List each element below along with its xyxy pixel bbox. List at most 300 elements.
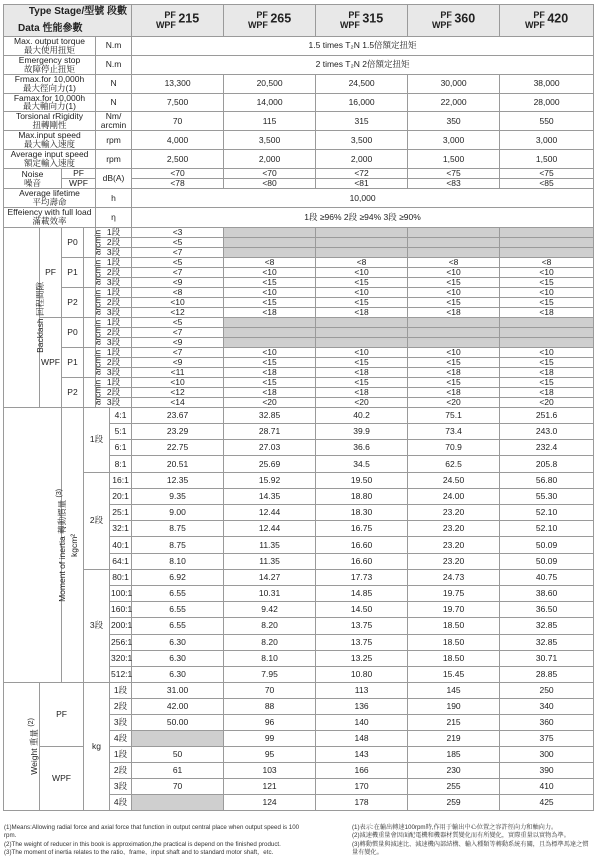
- table-row: [4, 112, 594, 131]
- inertia-stage: 2段: [84, 472, 110, 569]
- spec-unit-torsional: Nm/ arcmin: [96, 112, 132, 131]
- backlash-value: <10: [316, 287, 408, 297]
- weight-value: 70: [224, 683, 316, 699]
- weight-stage: 1段: [110, 683, 132, 699]
- backlash-value: <8: [500, 257, 594, 267]
- inertia-value: 9.42: [224, 602, 316, 618]
- backlash-stage: 1段: [96, 347, 132, 357]
- inertia-value: 205.8: [500, 456, 594, 472]
- backlash-value: <12: [132, 307, 224, 317]
- weight-value: 95: [224, 747, 316, 763]
- model-bottom: WPF: [431, 19, 452, 30]
- inertia-value: 8.75: [132, 537, 224, 553]
- inertia-value: 52.10: [500, 505, 594, 521]
- table-row: [4, 407, 594, 423]
- backlash-value: <20: [500, 397, 594, 407]
- inertia-ratio: 200:1: [110, 618, 132, 634]
- inertia-label-sup: (3): [55, 488, 64, 498]
- empty-cell: [316, 237, 408, 247]
- backlash-value: <15: [316, 297, 408, 307]
- spec-value-merged: 1.5 times T₂N 1.5倍額定扭矩: [132, 37, 594, 56]
- inertia-value: 6.92: [132, 569, 224, 585]
- inertia-label-text: [56, 488, 67, 601]
- footnote-en-2: (2)The weight of reducer in this book is approximation,the practical is depend on the finished product.: [4, 840, 281, 848]
- weight-value: 70: [132, 779, 224, 795]
- backlash-unit: [84, 377, 103, 407]
- inertia-value: 70.9: [408, 440, 500, 456]
- empty-cell: [408, 337, 500, 347]
- weight-unit: kg: [84, 683, 110, 811]
- backlash-value: <15: [316, 377, 408, 387]
- model-bottom: WPF: [155, 19, 176, 30]
- spec-label-emergency: Emergency stop 故障停止扭矩: [4, 55, 96, 74]
- model-top: PF: [348, 10, 360, 21]
- spec-value-merged: 1段 ≥96% 2段 ≥94% 3段 ≥90%: [132, 207, 594, 227]
- empty-cell: [500, 247, 594, 257]
- spec-value: 22,000: [408, 93, 500, 112]
- inertia-label-main: Moment of inertia 轉動慣量: [56, 499, 67, 602]
- noise-wpf-value: <81: [316, 179, 408, 189]
- spec-value: 16,000: [316, 93, 408, 112]
- inertia-value: 34.5: [316, 456, 408, 472]
- inertia-ratio: 512:1: [110, 666, 132, 682]
- inertia-value: 23.20: [408, 537, 500, 553]
- inertia-ratio: 8:1: [110, 456, 132, 472]
- weight-stage: 1段: [110, 747, 132, 763]
- backlash-value: <15: [408, 277, 500, 287]
- spec-value: 20,500: [224, 74, 316, 93]
- backlash-value: <8: [316, 257, 408, 267]
- weight-label-sup: (2): [26, 718, 35, 727]
- inertia-value: 9.35: [132, 488, 224, 504]
- inertia-ratio: 4:1: [110, 407, 132, 423]
- inertia-value: 12.44: [224, 521, 316, 537]
- footnote-en-1: (1)Means:Allowing radial force and axial force that function in output central place when output speed is 100 rpm.: [4, 824, 300, 840]
- inertia-value: 18.50: [408, 634, 500, 650]
- empty-cell: [316, 327, 408, 337]
- backlash-value: <10: [224, 267, 316, 277]
- backlash-value: <10: [500, 347, 594, 357]
- empty-cell: [316, 247, 408, 257]
- empty-cell: [500, 237, 594, 247]
- weight-value: 121: [224, 779, 316, 795]
- backlash-label: [4, 227, 45, 407]
- spec-unit-famax: N: [96, 93, 132, 112]
- footnotes-en: [4, 824, 304, 857]
- weight-value: 190: [408, 699, 500, 715]
- inertia-value: 16.75: [316, 521, 408, 537]
- backlash-unit-text: arcmin: [92, 289, 103, 316]
- weight-value: 219: [408, 731, 500, 747]
- inertia-value: 16.60: [316, 537, 408, 553]
- inertia-ratio: 25:1: [110, 505, 132, 521]
- weight-value: 425: [500, 795, 594, 811]
- spec-label-famax: Famax.for 10,000h 最大軸向力(1): [4, 93, 96, 112]
- model-top: PF: [533, 10, 545, 21]
- weight-value: 340: [500, 699, 594, 715]
- inertia-value: 15.45: [408, 666, 500, 682]
- empty-cell: [500, 227, 594, 237]
- weight-value: 145: [408, 683, 500, 699]
- weight-value: 113: [316, 683, 408, 699]
- table-row: [4, 74, 594, 93]
- backlash-value: <10: [224, 287, 316, 297]
- backlash-unit-text: arcmin: [92, 229, 103, 256]
- inertia-ratio: 100:1: [110, 585, 132, 601]
- inertia-ratio: 16:1: [110, 472, 132, 488]
- inertia-value: 8.10: [224, 650, 316, 666]
- spec-value: 2,000: [316, 150, 408, 169]
- backlash-stage: 2段: [96, 267, 132, 277]
- inertia-value: 25.69: [224, 456, 316, 472]
- inertia-value: 14.50: [316, 602, 408, 618]
- weight-value: 31.00: [132, 683, 224, 699]
- empty-cell: [316, 227, 408, 237]
- backlash-level: P0: [62, 317, 84, 347]
- weight-label-main: Weight 重量: [28, 729, 39, 775]
- weight-value: 96: [224, 715, 316, 731]
- empty-cell: [316, 317, 408, 327]
- empty-cell: [224, 337, 316, 347]
- backlash-level: P1: [62, 347, 84, 377]
- footnote-en-3: (3)The moment of inertia relates to the ratio、frame、input shaft and to standard motor shaft，etc.: [4, 849, 274, 857]
- weight-value: 88: [224, 699, 316, 715]
- backlash-unit-text: arcmin: [92, 379, 103, 406]
- spec-label-lifetime: Average lifetime 平均壽命: [4, 189, 96, 208]
- model-number: 315: [362, 11, 384, 26]
- empty-cell: [408, 237, 500, 247]
- backlash-value: <18: [500, 387, 594, 397]
- weight-value: 300: [500, 747, 594, 763]
- table-row: [4, 150, 594, 169]
- backlash-value: <20: [224, 397, 316, 407]
- inertia-ratio: 256:1: [110, 634, 132, 650]
- inertia-value: 73.4: [408, 424, 500, 440]
- empty-cell: [224, 237, 316, 247]
- backlash-value: <10: [408, 267, 500, 277]
- backlash-value: <18: [316, 387, 408, 397]
- noise-sub-wpf: WPF: [62, 179, 96, 189]
- inertia-value: 19.70: [408, 602, 500, 618]
- weight-stage: 2段: [110, 763, 132, 779]
- inertia-value: 32.85: [224, 407, 316, 423]
- backlash-stage: 3段: [96, 397, 132, 407]
- model-number: 265: [270, 11, 292, 26]
- spec-value: 1,500: [408, 150, 500, 169]
- backlash-stage: 2段: [96, 327, 132, 337]
- backlash-value: <15: [408, 297, 500, 307]
- weight-value: 259: [408, 795, 500, 811]
- backlash-value: <10: [408, 347, 500, 357]
- inertia-value: 14.85: [316, 585, 408, 601]
- backlash-value: <7: [132, 247, 224, 257]
- model-header-2: [316, 5, 408, 37]
- spec-unit-emergency: N.m: [96, 55, 132, 74]
- inertia-value: 18.50: [408, 618, 500, 634]
- header-corner: [4, 5, 132, 37]
- model-bottom: WPF: [339, 19, 360, 30]
- backlash-group: PF: [40, 227, 62, 317]
- noise-wpf-value: <80: [224, 179, 316, 189]
- spec-value: 30,000: [408, 74, 500, 93]
- backlash-level: P2: [62, 377, 84, 407]
- empty-cell: [408, 227, 500, 237]
- backlash-stage: 1段: [96, 227, 132, 237]
- backlash-stage: 3段: [96, 277, 132, 287]
- backlash-value: <15: [500, 297, 594, 307]
- inertia-value: 12.44: [224, 505, 316, 521]
- backlash-stage: 2段: [96, 237, 132, 247]
- table-row: [4, 37, 594, 56]
- spec-label-max_torque: Max. output torque 最大使用扭矩: [4, 37, 96, 56]
- backlash-value: <15: [500, 377, 594, 387]
- inertia-value: 23.29: [132, 424, 224, 440]
- empty-cell: [224, 327, 316, 337]
- inertia-value: 8.10: [132, 553, 224, 569]
- weight-group: PF: [40, 683, 84, 747]
- inertia-ratio: 40:1: [110, 537, 132, 553]
- spec-label-frmax: Frmax.for 10,000h 最大徑向力(1): [4, 74, 96, 93]
- spec-label-torsional: Torsional rRigidity 扭轉剛性: [4, 112, 96, 131]
- backlash-value: <5: [132, 237, 224, 247]
- inertia-value: 32.85: [500, 634, 594, 650]
- backlash-value: <18: [316, 307, 408, 317]
- empty-cell: [224, 247, 316, 257]
- backlash-value: <15: [224, 357, 316, 367]
- inertia-value: 13.75: [316, 634, 408, 650]
- backlash-stage: 1段: [96, 377, 132, 387]
- inertia-ratio: 6:1: [110, 440, 132, 456]
- noise-pf-value: <75: [500, 169, 594, 179]
- spec-value: 7,500: [132, 93, 224, 112]
- model-header-0: [132, 5, 224, 37]
- backlash-value: <15: [316, 277, 408, 287]
- inertia-ratio: 160:1: [110, 602, 132, 618]
- spec-value: 38,000: [500, 74, 594, 93]
- spec-label-max_speed: Max.input speed 最大輸入速度: [4, 131, 96, 150]
- inertia-value: 14.27: [224, 569, 316, 585]
- empty-cell: [408, 327, 500, 337]
- backlash-value: <11: [132, 367, 224, 377]
- backlash-stage: 1段: [96, 317, 132, 327]
- backlash-level: P1: [62, 257, 84, 287]
- weight-value: 50.00: [132, 715, 224, 731]
- inertia-value: 40.75: [500, 569, 594, 585]
- backlash-value: <15: [500, 357, 594, 367]
- backlash-unit-text: arcmin: [92, 319, 103, 346]
- backlash-value: <10: [224, 347, 316, 357]
- backlash-value: <15: [224, 377, 316, 387]
- backlash-value: <8: [224, 257, 316, 267]
- weight-value: 136: [316, 699, 408, 715]
- weight-value: 50: [132, 747, 224, 763]
- empty-cell: [224, 227, 316, 237]
- inertia-value: 8.20: [224, 634, 316, 650]
- inertia-value: 16.60: [316, 553, 408, 569]
- inertia-value: 24.00: [408, 488, 500, 504]
- inertia-value: 24.73: [408, 569, 500, 585]
- table-row: [4, 189, 594, 208]
- inertia-value: 32.85: [500, 618, 594, 634]
- inertia-value: 27.03: [224, 440, 316, 456]
- spec-unit-max_speed: rpm: [96, 131, 132, 150]
- inertia-ratio: 20:1: [110, 488, 132, 504]
- inertia-value: 75.1: [408, 407, 500, 423]
- backlash-value: <8: [408, 257, 500, 267]
- backlash-value: <7: [132, 267, 224, 277]
- model-top: PF: [440, 10, 452, 21]
- inertia-stage: 1段: [84, 407, 110, 472]
- empty-cell: [500, 337, 594, 347]
- weight-value: 143: [316, 747, 408, 763]
- table-row: [4, 5, 594, 37]
- inertia-value: 17.73: [316, 569, 408, 585]
- spec-unit-avg_speed: rpm: [96, 150, 132, 169]
- inertia-value: 6.30: [132, 650, 224, 666]
- inertia-value: 22.75: [132, 440, 224, 456]
- spec-value-merged: 2 times T₂N 2倍額定扭矩: [132, 55, 594, 74]
- inertia-value: 28.85: [500, 666, 594, 682]
- table-row: [4, 93, 594, 112]
- model-number: 360: [454, 11, 476, 26]
- footnotes-zh: [352, 824, 592, 857]
- weight-stage: 2段: [110, 699, 132, 715]
- backlash-value: <5: [132, 257, 224, 267]
- spec-value: 550: [500, 112, 594, 131]
- inertia-value: 23.20: [408, 553, 500, 569]
- spec-label-avg_speed: Average input speed 額定輸入速度: [4, 150, 96, 169]
- backlash-value: <20: [316, 397, 408, 407]
- spec-value: 315: [316, 112, 408, 131]
- spec-unit-max_torque: N.m: [96, 37, 132, 56]
- spec-value: 70: [132, 112, 224, 131]
- backlash-value: <18: [408, 387, 500, 397]
- spec-value: 1,500: [500, 150, 594, 169]
- spec-value: 24,500: [316, 74, 408, 93]
- backlash-stage: 2段: [96, 387, 132, 397]
- backlash-value: <12: [132, 387, 224, 397]
- weight-stage: 4段: [110, 731, 132, 747]
- spec-value: 2,000: [224, 150, 316, 169]
- inertia-value: 10.80: [316, 666, 408, 682]
- weight-value: 410: [500, 779, 594, 795]
- table-row: [4, 377, 594, 387]
- spec-unit-lifetime: h: [96, 189, 132, 208]
- inertia-value: 52.10: [500, 521, 594, 537]
- weight-value: 360: [500, 715, 594, 731]
- empty-cell: [224, 317, 316, 327]
- weight-stage: 3段: [110, 715, 132, 731]
- spec-unit-efficiency: η: [96, 207, 132, 227]
- model-header-3: [408, 5, 500, 37]
- empty-cell: [408, 317, 500, 327]
- backlash-unit: [84, 227, 103, 257]
- backlash-value: <5: [132, 317, 224, 327]
- spec-unit-frmax: N: [96, 74, 132, 93]
- inertia-value: 232.4: [500, 440, 594, 456]
- inertia-ratio: 64:1: [110, 553, 132, 569]
- backlash-value: <8: [132, 287, 224, 297]
- table-row: [4, 169, 594, 179]
- backlash-value: <15: [408, 357, 500, 367]
- inertia-value: 7.95: [224, 666, 316, 682]
- inertia-value: 12.35: [132, 472, 224, 488]
- inertia-value: 8.75: [132, 521, 224, 537]
- footnote-zh-1: (1)表示:在輸出轉速100rpm時,作用于輸出中心位置之容許徑向力和軸向力。: [352, 824, 558, 831]
- inertia-value: 23.20: [408, 505, 500, 521]
- inertia-value: 8.20: [224, 618, 316, 634]
- spec-value: 3,500: [316, 131, 408, 150]
- table-row: [4, 569, 594, 585]
- weight-group: WPF: [40, 747, 84, 811]
- spec-value: 115: [224, 112, 316, 131]
- model-top: PF: [164, 10, 176, 21]
- inertia-value: 40.2: [316, 407, 408, 423]
- weight-value: 375: [500, 731, 594, 747]
- backlash-unit-text: arcmin: [92, 349, 103, 376]
- backlash-unit: [84, 287, 103, 317]
- data-label: Data 性能參數: [18, 22, 83, 34]
- backlash-value: <9: [132, 337, 224, 347]
- backlash-value: <15: [500, 277, 594, 287]
- weight-label: [4, 683, 40, 811]
- weight-stage: 3段: [110, 779, 132, 795]
- backlash-stage: 3段: [96, 337, 132, 347]
- inertia-value: 251.6: [500, 407, 594, 423]
- table-row: [4, 472, 594, 488]
- spec-value: 3,000: [500, 131, 594, 150]
- inertia-value: 6.55: [132, 585, 224, 601]
- spec-value: 14,000: [224, 93, 316, 112]
- backlash-value: <15: [224, 297, 316, 307]
- spec-label-noise: Noise 噪音: [4, 169, 62, 189]
- inertia-value: 15.92: [224, 472, 316, 488]
- model-bottom: WPF: [524, 19, 545, 30]
- weight-value: 124: [224, 795, 316, 811]
- spec-value: 13,300: [132, 74, 224, 93]
- weight-value: 166: [316, 763, 408, 779]
- spec-label-efficiency: Effeiency with full load 滿載效率: [4, 207, 96, 227]
- backlash-value: <14: [132, 397, 224, 407]
- backlash-value: <18: [408, 367, 500, 377]
- inertia-value: 36.50: [500, 602, 594, 618]
- inertia-value: 9.00: [132, 505, 224, 521]
- backlash-value: <9: [132, 277, 224, 287]
- inertia-value: 38.60: [500, 585, 594, 601]
- spec-value: 28,000: [500, 93, 594, 112]
- inertia-value: 14.35: [224, 488, 316, 504]
- weight-value: 185: [408, 747, 500, 763]
- spec-unit-noise: dB(A): [96, 169, 132, 189]
- inertia-value: 18.30: [316, 505, 408, 521]
- inertia-value: 243.0: [500, 424, 594, 440]
- inertia-value: 19.75: [408, 585, 500, 601]
- backlash-value: <18: [224, 387, 316, 397]
- table-row: [4, 131, 594, 150]
- weight-value: 215: [408, 715, 500, 731]
- weight-value: 230: [408, 763, 500, 779]
- backlash-unit: [84, 347, 103, 377]
- table-row: [4, 287, 594, 297]
- table-row: [4, 257, 594, 267]
- weight-stage: 4段: [110, 795, 132, 811]
- inertia-value: 28.71: [224, 424, 316, 440]
- inertia-value: 36.6: [316, 440, 408, 456]
- backlash-level: P2: [62, 287, 84, 317]
- empty-cell: [408, 247, 500, 257]
- table-row: [4, 55, 594, 74]
- backlash-value: <10: [500, 267, 594, 277]
